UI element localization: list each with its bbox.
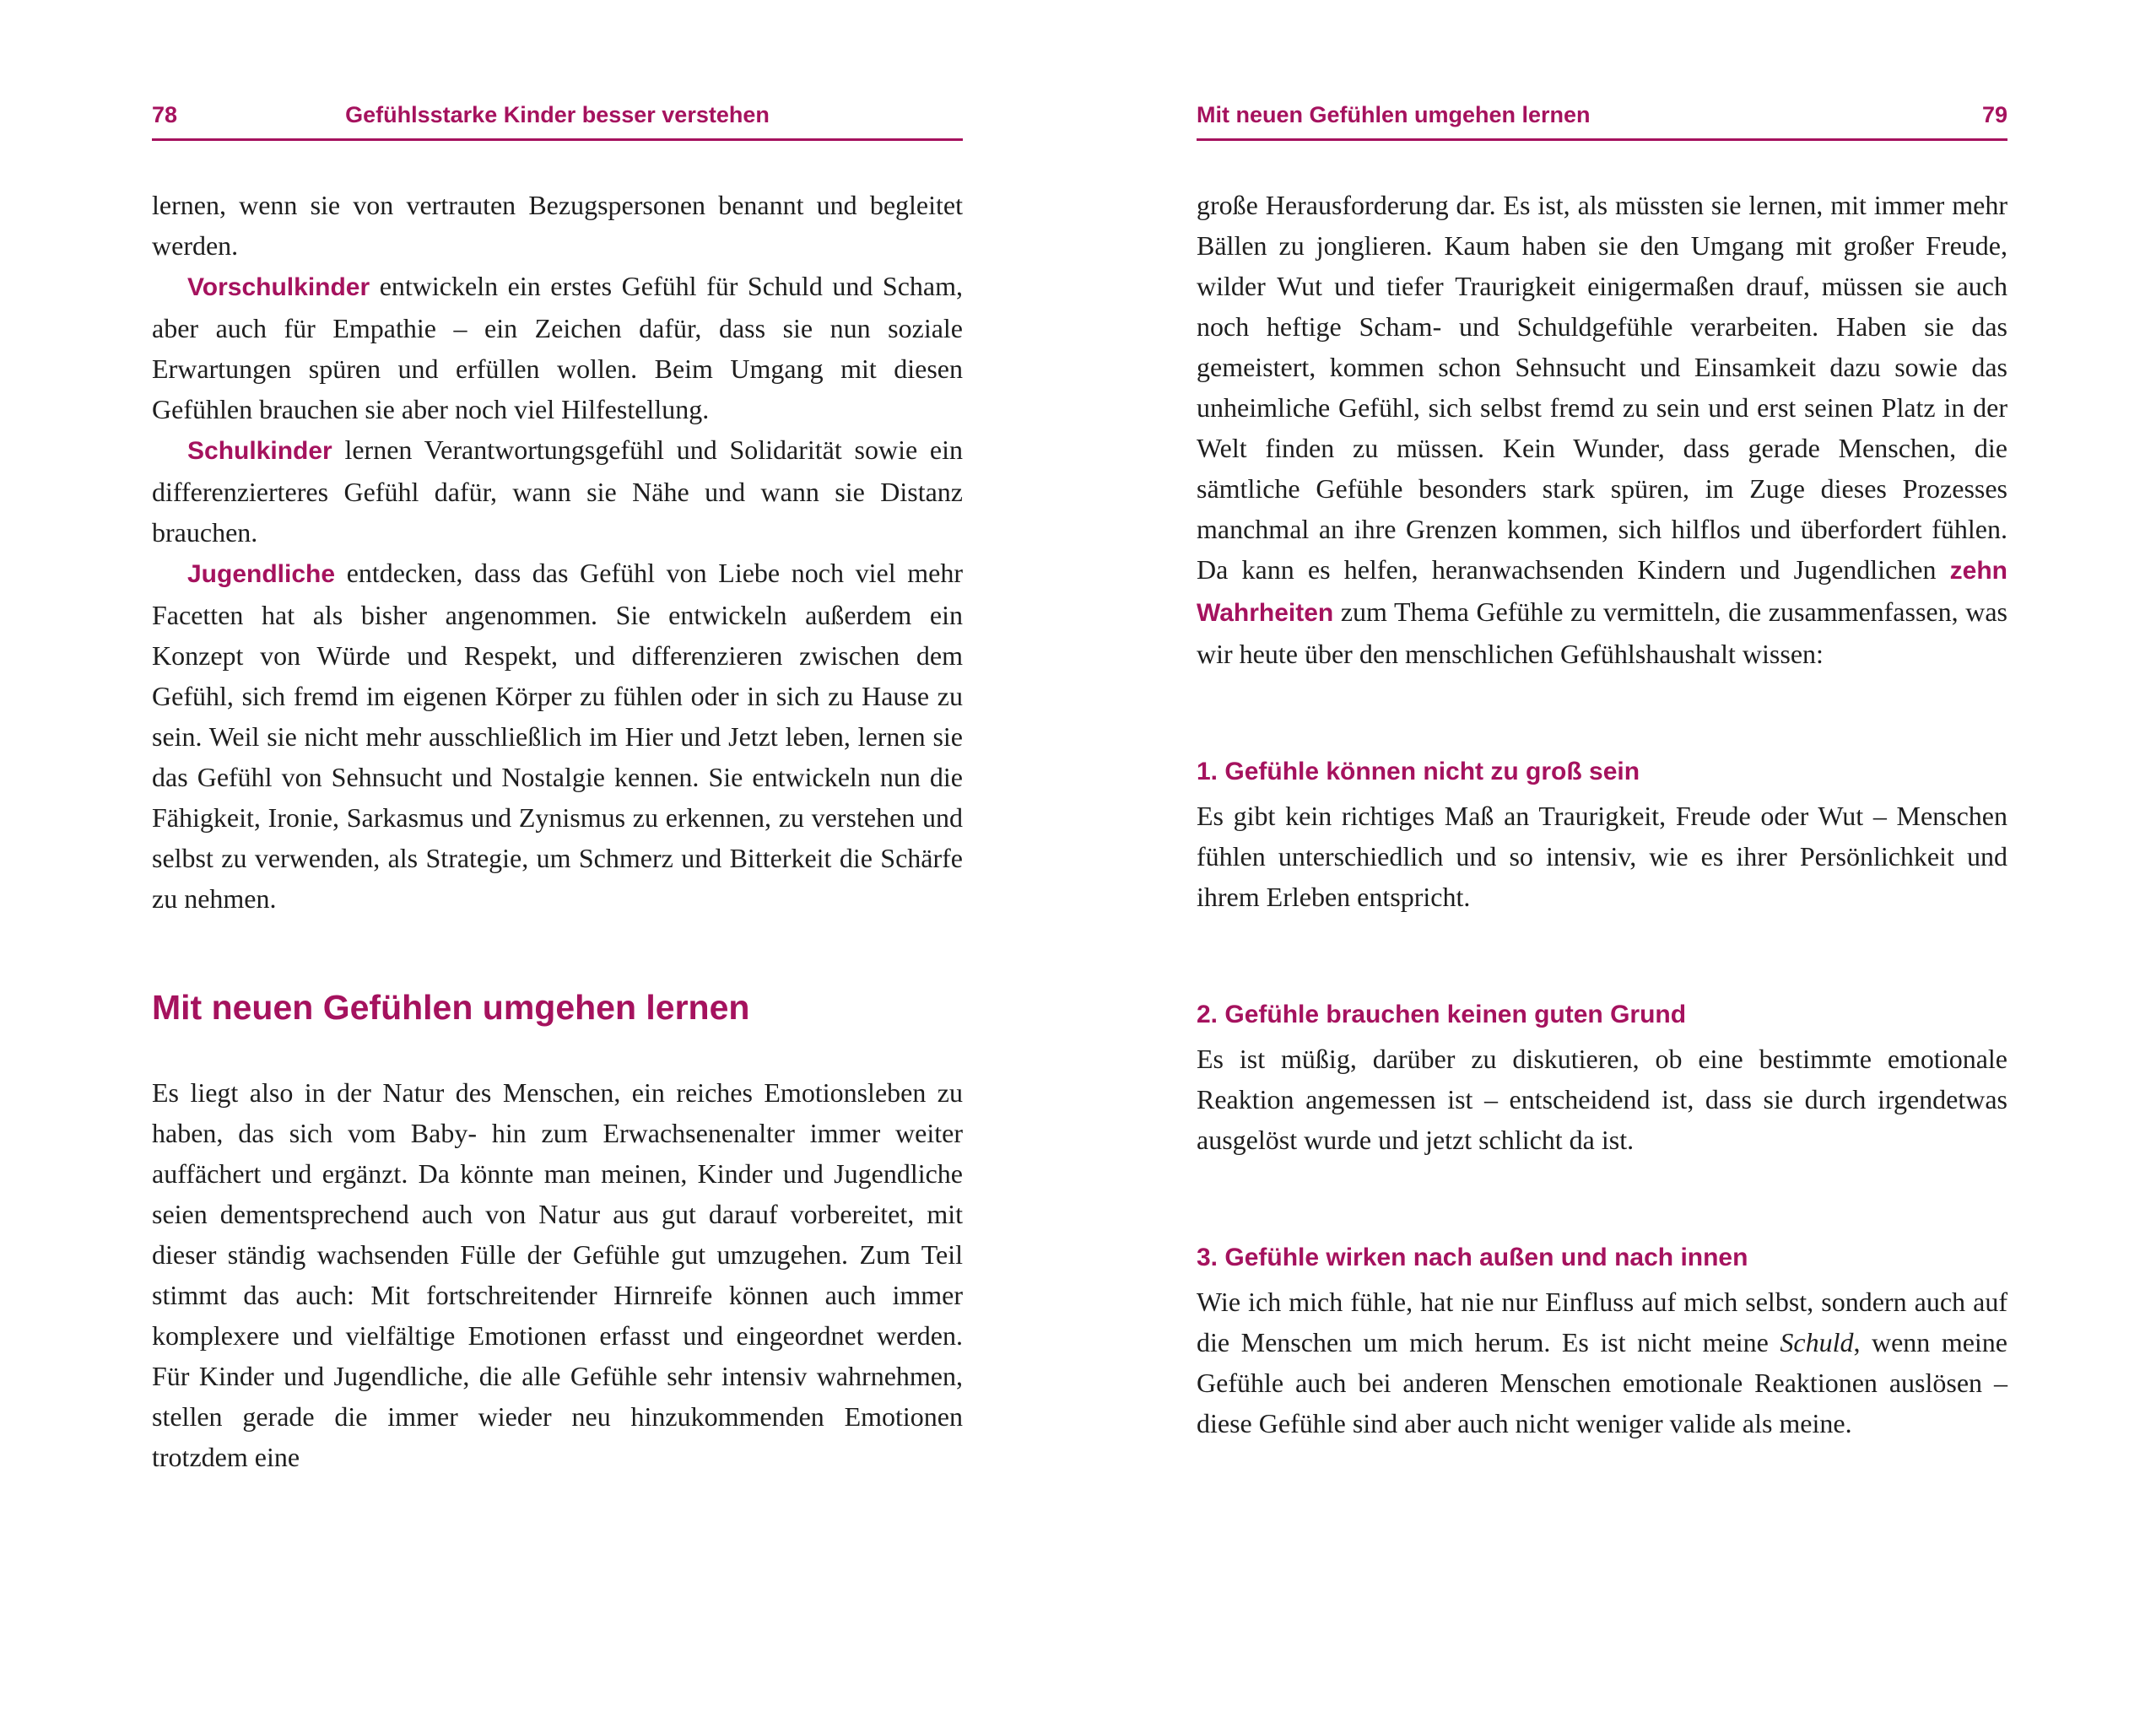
- text-run: zum Thema Gefühle zu vermitteln, die zusammenfassen, was wir heute über den menschlichen Gefühlshaushalt wissen:: [1197, 596, 2007, 669]
- section-title: 2. Gefühle brauchen keinen guten Grund: [1197, 1001, 1687, 1028]
- page-left-body: [152, 185, 963, 1477]
- text-run: Wie ich mich fühle, hat nie nur Einfluss auf mich selbst, sondern auch auf die Menschen um mich herum. Es ist nicht meine: [1197, 1287, 2007, 1357]
- text-run: lernen, wenn sie von vertrauten Bezugspersonen benannt und begleitet werden.: [152, 190, 963, 261]
- truth-section-2: [1197, 996, 2007, 1160]
- page-right-body: [1197, 185, 2007, 1443]
- paragraph: [1197, 796, 2007, 917]
- truth-section-3: [1197, 1239, 2007, 1443]
- text-run: lernen Verantwortungsgefühl und Solidarität sowie ein differenzierteres Gefühl dafür, wann sie Nähe und wann sie Distanz brauchen.: [152, 434, 963, 548]
- text-run: Es ist müßig, darüber zu diskutieren, ob eine bestimmte emotionale Reaktion angemessen ist – entscheidend ist, dass sie durch irgendetwas ausgelöst wurde und jetzt schlicht da ist.: [1197, 1044, 2007, 1155]
- paragraph: [1197, 1282, 2007, 1443]
- chapter-heading: Mit neuen Gefühlen umgehen lernen: [152, 988, 750, 1027]
- truth-section-1: [1197, 753, 2007, 917]
- page-number-right: 79: [1981, 102, 2007, 127]
- text-run: , wenn meine Gefühle auch bei anderen Menschen emotionale Reaktionen auslösen – diese Gefühle sind aber auch nicht weniger valide als meine.: [1197, 1327, 2008, 1438]
- accent-term: Vorschulkinder: [187, 273, 370, 301]
- paragraph: [152, 429, 963, 553]
- running-head-right: Mit neuen Gefühlen umgehen lernen: [1197, 102, 1591, 127]
- paragraph: [1197, 1039, 2007, 1160]
- section-title: 3. Gefühle wirken nach außen und nach innen: [1197, 1244, 1748, 1271]
- paragraph: [152, 553, 963, 919]
- page-right-header: [1197, 100, 2007, 130]
- accent-term: Jugendliche: [187, 560, 336, 588]
- accent-term: zehn Wahrheiten: [1197, 557, 2007, 627]
- text-run: entwickeln ein erstes Gefühl für Schuld und Scham, aber auch für Empathie – ein Zeichen dafür, dass sie nun soziale Erwartungen spüren und erfüllen wollen. Beim Umgang mit diesen Gefühlen brauchen sie aber noch viel Hilfestellung.: [152, 271, 963, 424]
- text-run: große Herausforderung dar. Es ist, als müssten sie lernen, mit immer mehr Bällen zu jonglieren. Kaum haben sie den Umgang mit großer Freude, wilder Wut und tiefer Traurigkeit einigermaßen drauf, müssen sie auch noch heftige Scham- und Schuldgefühle verarbeiten. Haben sie das gemeistert, kommen schon Sehnsucht und Einsamkeit dazu sowie das unheimliche Gefühl, sich selbst fremd zu sein und erst seinen Platz in der Welt finden zu müssen. Kein Wunder, dass gerade Menschen, die sämtliche Gefühle besonders stark spüren, im Zuge dieses Prozesses manchmal an ihre Grenzen kommen, sich hilflos und überfordert fühlen. Da kann es helfen, heranwachsenden Kindern und Jugendlichen: [1197, 190, 2007, 585]
- accent-term: Schulkinder: [187, 437, 332, 465]
- running-head-left: Gefühlsstarke Kinder besser verstehen: [345, 102, 770, 127]
- page-number-left: 78: [152, 102, 178, 127]
- text-run: Es gibt kein richtiges Maß an Traurigkeit, Freude oder Wut – Menschen fühlen unterschiedlich und so intensiv, wie es ihrer Persönlichkeit und ihrem Erleben entspricht.: [1197, 801, 2007, 912]
- page-left-header: [152, 100, 963, 130]
- italic-term: Schuld: [1780, 1327, 1854, 1357]
- header-rule-right: [1197, 138, 2007, 141]
- paragraph: [152, 266, 963, 429]
- header-rule-left: [152, 138, 963, 141]
- text-run: entdecken, dass das Gefühl von Liebe noch viel mehr Facetten hat als bisher angenommen. Sie entwickeln außerdem ein Konzept von Würde und Respekt, und differenzieren zwischen dem Gefühl, sich fremd im eigenen Körper zu fühlen oder in sich zu Hause zu sein. Weil sie nicht mehr ausschließlich im Hier und Jetzt leben, lernen sie das Gefühl von Sehnsucht und Nostalgie kennen. Sie entwickeln nun die Fähigkeit, Ironie, Sarkasmus und Zynismus zu erkennen, zu verstehen und selbst zu verwenden, als Strategie, um Schmerz und Bitterkeit die Schärfe zu nehmen.: [152, 558, 963, 914]
- section-title: 1. Gefühle können nicht zu groß sein: [1197, 758, 1640, 785]
- paragraph: [152, 185, 963, 266]
- page-right: [1078, 0, 2155, 1716]
- paragraph: [152, 1072, 963, 1477]
- text-run: Es liegt also in der Natur des Menschen, ein reiches Emotionsleben zu haben, das sich vom Baby- hin zum Erwachsenenalter immer weiter auffächert und ergänzt. Da könnte man meinen, Kinder und Jugendliche seien dementsprechend auch von Natur aus gut darauf vorbereitet, mit dieser ständig wachsenden Fülle der Gefühle gut umzugehen. Zum Teil stimmt das auch: Mit fortschreitender Hirnreife können auch immer komplexere und vielfältige Emotionen erfasst und eingeordnet werden. Für Kinder und Jugendliche, die alle Gefühle sehr intensiv wahrnehmen, stellen gerade die immer wieder neu hinzukommenden Emotionen trotzdem eine: [152, 1077, 963, 1472]
- paragraph: [1197, 185, 2007, 674]
